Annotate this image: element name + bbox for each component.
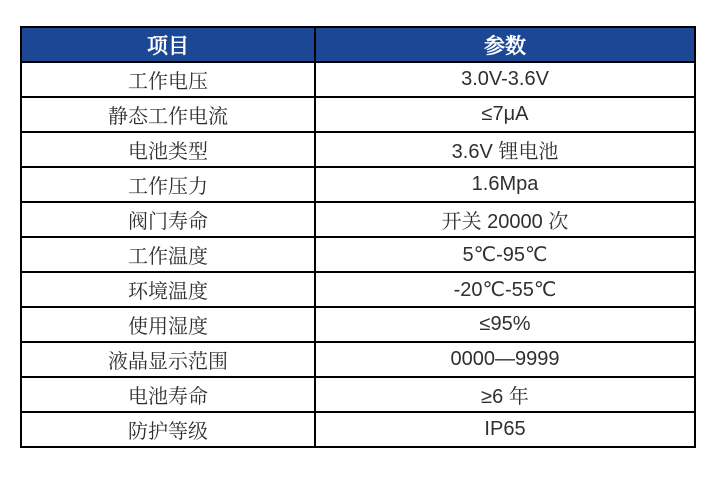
table-row [21,62,695,97]
cell-param: 3.0V-3.6V [315,62,695,97]
table-row [21,97,695,132]
cell-param: 开关 20000 次 [315,202,695,237]
cell-item: 环境温度 [21,272,315,307]
cell-item: 工作压力 [21,167,315,202]
cell-param: IP65 [315,412,695,447]
cell-item: 静态工作电流 [21,97,315,132]
header-cell-item: 项目 [21,27,315,62]
cell-item: 工作电压 [21,62,315,97]
cell-item: 阀门寿命 [21,202,315,237]
table-row [21,167,695,202]
spec-table [20,26,696,448]
table-row [21,132,695,167]
cell-item: 电池寿命 [21,377,315,412]
table-row [21,412,695,447]
table-body [21,62,695,447]
cell-item: 使用湿度 [21,307,315,342]
header-cell-param: 参数 [315,27,695,62]
table-row [21,377,695,412]
cell-item: 工作温度 [21,237,315,272]
cell-param: 1.6Mpa [315,167,695,202]
table-row [21,342,695,377]
cell-param: ≤95% [315,307,695,342]
table-row [21,202,695,237]
table-row [21,237,695,272]
cell-param: 3.6V 锂电池 [315,132,695,167]
cell-item: 电池类型 [21,132,315,167]
cell-param: -20℃-55℃ [315,272,695,307]
cell-item: 防护等级 [21,412,315,447]
table-row [21,272,695,307]
cell-item: 液晶显示范围 [21,342,315,377]
cell-param: ≤7μA [315,97,695,132]
table-header-row [21,27,695,62]
cell-param: 0000—9999 [315,342,695,377]
cell-param: ≥6 年 [315,377,695,412]
cell-param: 5℃-95℃ [315,237,695,272]
table-row [21,307,695,342]
